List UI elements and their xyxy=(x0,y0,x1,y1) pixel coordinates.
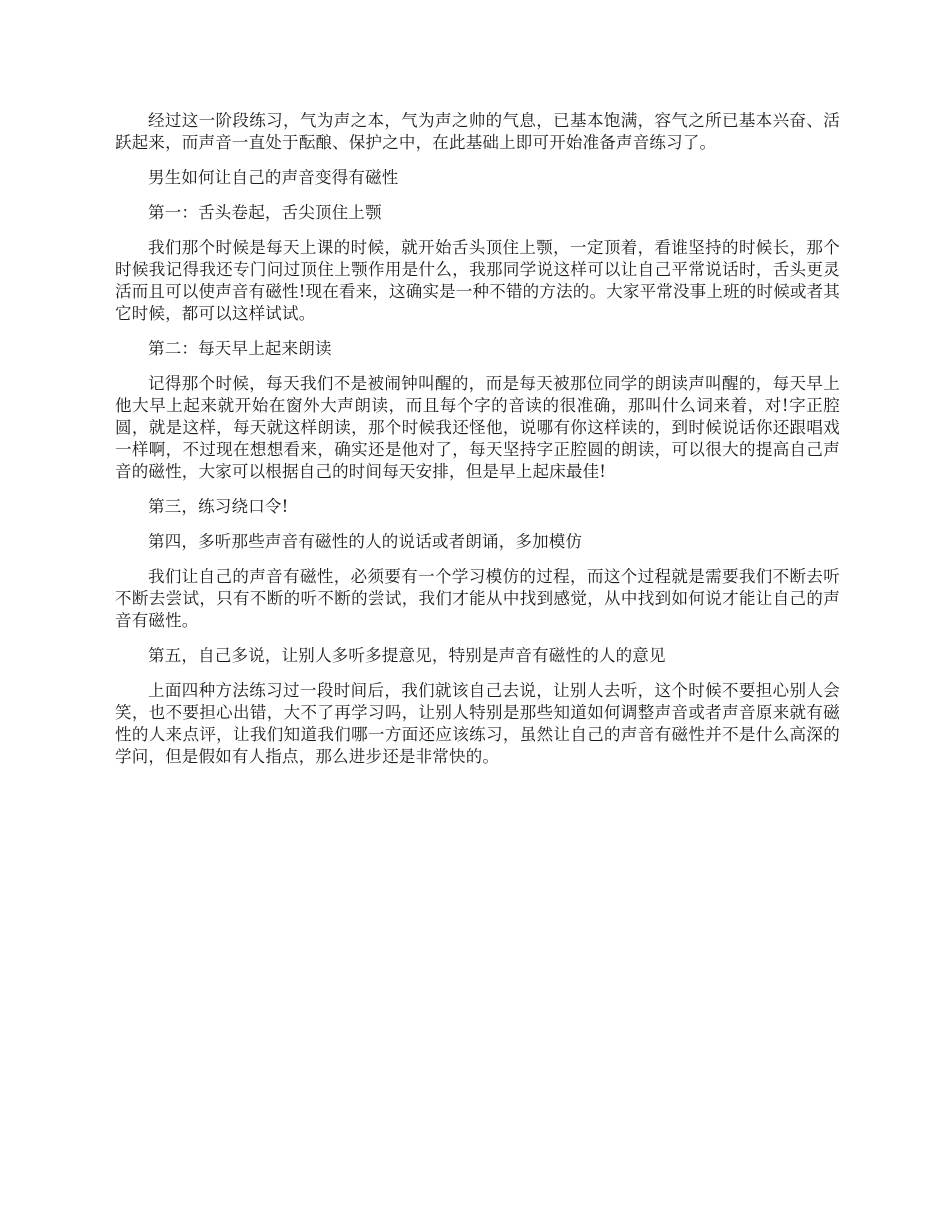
intro-paragraph: 经过这一阶段练习，气为声之本，气为声之帅的气息，已基本饱满，容气之所已基本兴奋、活跃起来，而声音一直处于酝酿、保护之中，在此基础上即可开始准备声音练习了。 xyxy=(115,111,840,152)
method-two-paragraph: 记得那个时候，每天我们不是被闹钟叫醒的，而是每天被那位同学的朗读声叫醒的，每天早上他大早上起来就开始在窗外大声朗读，而且每个字的音读的很准确，那叫什么词来着，对!字正腔圆，就是这样，每天就这样朗读，那个时候我还怪他，说哪有你这样读的，到时候说话你还跟唱戏一样啊，不过现在想想看来，确实还是他对了，每天坚持字正腔圆的朗读，可以很大的提高自己声音的磁性，大家可以根据自己的时间每天安排，但是早上起床最佳! xyxy=(115,374,840,481)
section-heading: 男生如何让自己的声音变得有磁性 xyxy=(148,168,399,187)
method-three-heading: 第三，练习绕口令! xyxy=(148,497,289,516)
method-four-paragraph: 我们让自己的声音有磁性，必须要有一个学习模仿的过程，而这个过程就是需要我们不断去听不断去尝试，只有不断的听不断的尝试，我们才能从中找到感觉，从中找到如何说才能让自己的声音有磁性。 xyxy=(115,567,840,630)
method-five-paragraph: 上面四种方法练习过一段时间后，我们就该自己去说，让别人去听，这个时候不要担心别人会笑，也不要担心出错，大不了再学习吗，让别人特别是那些知道如何调整声音或者声音原来就有磁性的人来点评，让我们知道我们哪一方面还应该练习，虽然让自己的声音有磁性并不是什么高深的学问，但是假如有人指点，那么进步还是非常快的。 xyxy=(115,681,840,766)
method-one-paragraph: 我们那个时候是每天上课的时候，就开始舌头顶住上颚，一定顶着，看谁坚持的时候长，那个时候我记得我还专门问过顶住上颚作用是什么，我那同学说这样可以让自己平常说话时，舌头更灵活而且可以使声音有磁性!现在看来，这确实是一种不错的方法的。大家平常没事上班的时候或者其它时候，都可以这样试试。 xyxy=(115,238,840,323)
method-five-heading: 第五，自己多说，让别人多听多提意见，特别是声音有磁性的人的意见 xyxy=(148,646,666,665)
method-four-heading: 第四，多听那些声音有磁性的人的说话或者朗诵，多加模仿 xyxy=(148,532,583,551)
document-body xyxy=(115,110,840,781)
method-two-heading: 第二：每天早上起来朗读 xyxy=(148,339,332,358)
method-one-heading: 第一：舌头卷起，舌尖顶住上颚 xyxy=(148,203,382,222)
